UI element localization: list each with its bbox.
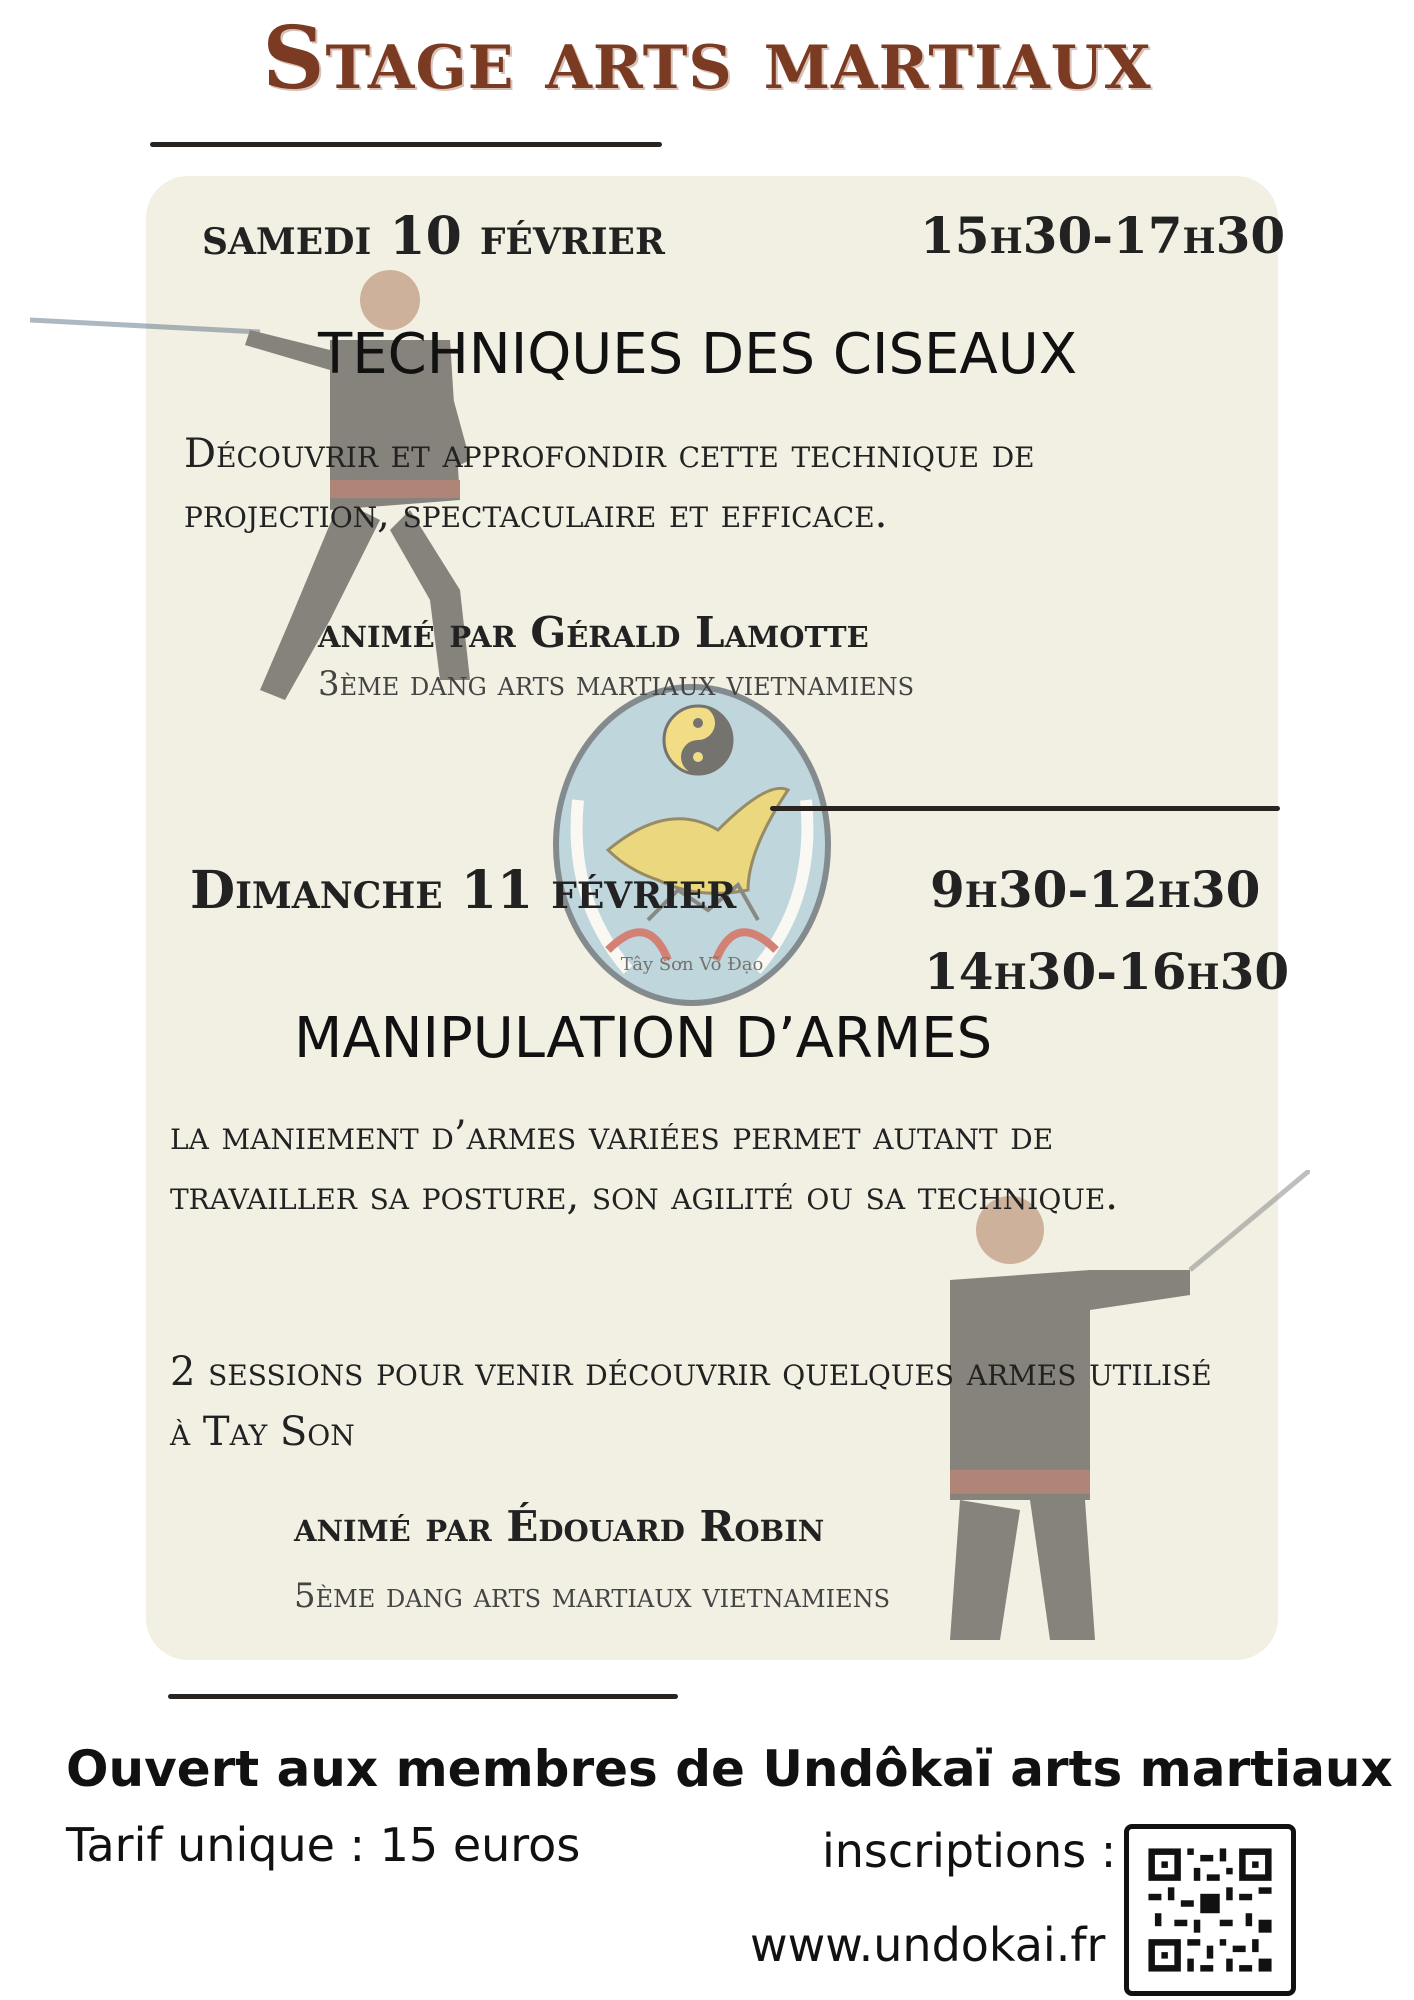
session1-time: 15h30-17h30 — [920, 206, 1286, 265]
session2-description: la maniement d’armes variées permet autant de travailler sa posture, son agilité ou sa technique. — [170, 1113, 1119, 1219]
price: Tarif unique : 15 euros — [66, 1818, 581, 1872]
session2-day: Dimanche 11 février — [190, 860, 737, 921]
session1-title: TECHNIQUES DES CISEAUX — [318, 322, 1078, 387]
divider-middle — [770, 806, 1280, 811]
session1-day: samedi 10 février — [202, 206, 665, 267]
session2-title: MANIPULATION D’ARMES — [294, 1006, 993, 1071]
session1-grade: 3ème dang arts martiaux vietnamiens — [318, 664, 915, 704]
website-link[interactable]: www.undokai.fr — [750, 1918, 1106, 1972]
registration-label: inscriptions : — [822, 1824, 1117, 1878]
session1-description: Découvrir et approfondir cette technique de projection, spectaculaire et efficace. — [184, 431, 1035, 537]
divider-top — [150, 142, 662, 147]
session2-time-morning: 9h30-12h30 — [930, 860, 1261, 919]
divider-bottom — [168, 1694, 678, 1699]
registration-qr-code[interactable] — [1124, 1824, 1296, 1996]
session2-instructor: animé par Édouard Robin — [294, 1502, 825, 1551]
session2-grade: 5ème dang arts martiaux vietnamiens — [294, 1576, 891, 1616]
session2-time-afternoon: 14h30-16h30 — [924, 942, 1290, 1001]
membership-note: Ouvert aux membres de Undôkaï arts martiaux — [66, 1740, 1393, 1798]
tay-son-vo-dao-logo — [548, 680, 836, 1010]
session1-instructor: animé par Gérald Lamotte — [318, 608, 869, 657]
logo-text: Tây Sơn Võ Đạo — [620, 954, 764, 975]
session2-sessions-note: 2 sessions pour venir découvrir quelques armes utilisé à Tay Son — [170, 1349, 1212, 1455]
qr-code-icon — [1129, 1829, 1291, 1991]
page-title: Stage arts martiaux — [262, 8, 1152, 109]
